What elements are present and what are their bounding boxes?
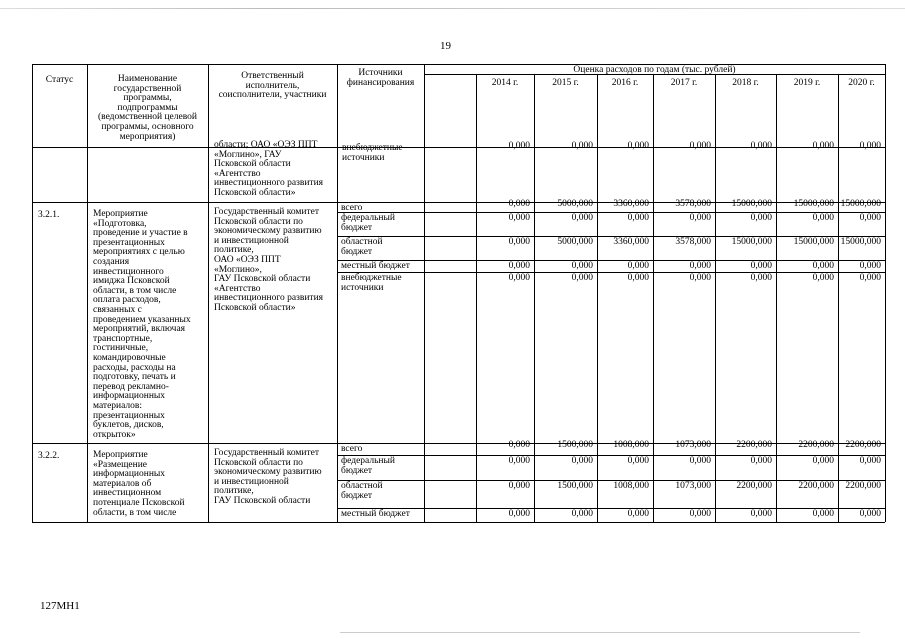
source-value: 0,000 (571, 456, 593, 466)
source-value: 0,000 (627, 261, 649, 271)
row-name: мероприятий, включая (93, 324, 186, 335)
source-value: 15000,000 (840, 237, 881, 247)
header-executor: исполнитель, (245, 80, 300, 91)
source-value: 0,000 (812, 456, 834, 466)
header-year: 2014 г. (491, 78, 519, 88)
table-rule (208, 64, 209, 522)
source-value: 0,000 (508, 509, 530, 519)
row-executor: политике, (214, 486, 254, 497)
table-rule (32, 64, 33, 522)
source-value: 0,000 (859, 213, 881, 223)
row-name: проведение и участие в (93, 228, 188, 239)
source-label: всего (341, 444, 363, 454)
cont-value: 0,000 (812, 141, 834, 151)
row-executor: экономическому развитию (214, 226, 322, 237)
source-value: 0,000 (627, 213, 649, 223)
source-label: всего (341, 203, 363, 213)
page-number: 19 (440, 40, 451, 52)
header-name: программы, основного (101, 122, 194, 132)
source-value: 0,000 (750, 273, 772, 283)
header-name: программы, (123, 93, 172, 104)
row-name: Мероприятие (93, 450, 148, 460)
header-name: государственной (113, 83, 182, 94)
source-value: 15000,000 (793, 199, 834, 209)
row-executor: и инвестиционной (214, 235, 289, 246)
header-year: 2016 г. (611, 78, 639, 88)
source-value: 15000,000 (731, 237, 772, 247)
source-value: 0,000 (627, 456, 649, 466)
source-value: 15000,000 (793, 237, 834, 247)
header-executor: соисполнители, участники (218, 90, 327, 101)
source-value: 0,000 (689, 509, 711, 519)
row-name: материалов об (93, 478, 152, 489)
source-value: 0,000 (689, 273, 711, 283)
row-name: подготовку, печать и (93, 372, 176, 383)
row-executor: экономическому развитию (214, 467, 322, 478)
row-name: гостиничные, (93, 343, 149, 354)
source-value: 0,000 (571, 261, 593, 271)
source-value: 0,000 (812, 261, 834, 271)
cont-executor: Псковской области (214, 159, 291, 170)
row-name: инвестиционного (93, 266, 164, 277)
row-executor: ГАУ Псковской области (214, 496, 311, 506)
source-value: 2200,000 (798, 481, 834, 491)
header-year: 2018 г. (732, 78, 759, 88)
footer-code: 127МН1 (40, 600, 80, 612)
cont-value: 0,000 (689, 141, 711, 151)
source-label: бюджет (341, 222, 373, 233)
header-executor: Ответственный (241, 71, 304, 81)
row-name: презентационных (93, 237, 165, 248)
row-name: имиджа Псковской (93, 276, 170, 287)
source-label: областной (341, 237, 383, 247)
header-name: (ведомственной целевой (97, 112, 197, 123)
cont-source: внебюджетные (342, 143, 403, 153)
row-executor: инвестиционного развития (214, 293, 324, 304)
row-status: 3.2.1. (38, 210, 60, 220)
source-value: 0,000 (750, 261, 772, 271)
source-value: 1008,000 (613, 440, 649, 450)
source-value: 2200,000 (845, 481, 881, 491)
cont-executor: Псковской области» (214, 188, 296, 198)
source-value: 5000,000 (557, 199, 593, 209)
source-value: 0,000 (508, 199, 530, 209)
header-name: Наименование (117, 74, 178, 84)
source-value: 1008,000 (613, 481, 649, 491)
row-name: области, в том числе (93, 507, 177, 518)
row-executor: ГАУ Псковской области (214, 274, 311, 285)
source-value: 0,000 (689, 456, 711, 466)
row-executor: и инвестиционной (214, 476, 289, 487)
header-source: финансирования (346, 77, 415, 88)
cont-source: источники (342, 152, 385, 163)
row-executor: Псковской области» (214, 303, 296, 313)
source-label: федеральный (341, 456, 395, 466)
cont-value: 0,000 (859, 141, 881, 151)
cont-value: 0,000 (508, 141, 530, 151)
row-name: оплата расходов, (93, 295, 161, 306)
row-name: «Размещение (93, 459, 148, 470)
row-executor: Псковской области по (214, 457, 303, 468)
row-name: материалов: (93, 401, 143, 411)
header-name: подпрограммы (117, 102, 178, 113)
cont-executor: «Моглино», ГАУ (214, 149, 282, 160)
row-name: потенциале Псковской (93, 498, 185, 508)
source-label: внебюджетные (341, 273, 402, 283)
cont-value: 0,000 (750, 141, 772, 151)
source-value: 0,000 (750, 456, 772, 466)
source-value: 3578,000 (675, 237, 711, 247)
row-executor: «Моглино», (214, 264, 262, 275)
source-value: 0,000 (689, 261, 711, 271)
table-rule (337, 64, 338, 522)
cont-value: 0,000 (627, 141, 649, 151)
source-value: 0,000 (571, 273, 593, 283)
cont-executor: области; ОАО «ОЭЗ ППТ (214, 140, 318, 150)
source-value: 0,000 (812, 273, 834, 283)
source-value: 0,000 (859, 509, 881, 519)
header-year: 2017 г. (670, 78, 698, 88)
source-value: 0,000 (689, 213, 711, 223)
cont-executor: инвестиционного развития (214, 178, 324, 189)
source-value: 1500,000 (557, 481, 593, 491)
scan-bottom-line (340, 632, 860, 633)
row-executor: Государственный комитет (214, 207, 320, 217)
header-status: Статус (45, 75, 74, 85)
source-value: 0,000 (571, 213, 593, 223)
table-rule (885, 64, 886, 522)
table-rule (424, 64, 425, 522)
source-value: 0,000 (859, 273, 881, 283)
cont-value: 0,000 (571, 141, 593, 151)
source-value: 0,000 (627, 509, 649, 519)
source-value: 5000,000 (557, 237, 593, 247)
header-name: мероприятия) (119, 131, 176, 142)
row-executor: Государственный комитет (214, 448, 320, 458)
row-executor: политике, (214, 245, 254, 256)
row-name: открыток» (93, 429, 136, 440)
source-value: 0,000 (812, 509, 834, 519)
row-name: мероприятиях с целью (93, 247, 185, 258)
row-name: командировочные (93, 353, 166, 363)
source-value: 3578,000 (675, 199, 711, 209)
source-value: 0,000 (508, 456, 530, 466)
row-executor: ОАО «ОЭЗ ППТ (214, 255, 281, 265)
table-rule (32, 522, 885, 523)
source-value: 2200,000 (736, 481, 772, 491)
row-name: буклетов, дисков, (93, 420, 164, 431)
source-value: 2200,000 (845, 440, 881, 450)
source-label: бюджет (341, 490, 373, 501)
source-value: 3360,000 (613, 199, 649, 209)
scan-top-line (0, 8, 905, 9)
source-value: 0,000 (508, 261, 530, 271)
row-status: 3.2.2. (38, 451, 60, 461)
row-name: связанных с (93, 305, 142, 315)
row-executor: «Агентство (214, 283, 261, 294)
row-name: транспортные, (93, 333, 153, 344)
row-name: презентационных (93, 410, 165, 421)
source-value: 0,000 (571, 509, 593, 519)
source-label: бюджет (341, 465, 373, 476)
source-value: 0,000 (627, 273, 649, 283)
source-label: источники (341, 282, 384, 293)
row-name: инвестиционном (93, 488, 162, 499)
row-name: Мероприятие (93, 209, 148, 219)
source-value: 0,000 (750, 213, 772, 223)
header-year: 2019 г. (793, 78, 821, 88)
source-value: 1500,000 (557, 440, 593, 450)
source-value: 0,000 (859, 261, 881, 271)
source-value: 15000,000 (840, 199, 881, 209)
cont-executor: «Агентство (214, 168, 261, 179)
header-source: Источники (358, 68, 403, 78)
source-value: 15000,000 (731, 199, 772, 209)
source-label: бюджет (341, 246, 373, 257)
source-value: 3360,000 (613, 237, 649, 247)
row-executor: Псковской области по (214, 216, 303, 227)
source-value: 0,000 (508, 213, 530, 223)
header-estimate: Оценка расходов по годам (тыс. рублей) (573, 64, 736, 75)
source-label: местный бюджет (341, 509, 410, 519)
row-name: расходы, расходы на (93, 362, 176, 373)
source-value: 0,000 (859, 456, 881, 466)
source-value: 1073,000 (675, 481, 711, 491)
source-value: 0,000 (750, 509, 772, 519)
row-name: «Подготовка, (93, 218, 147, 229)
source-label: областной (341, 481, 383, 491)
row-name: создания (93, 257, 130, 267)
source-value: 0,000 (812, 213, 834, 223)
row-name: информационных (93, 391, 166, 402)
header-year: 2020 г. (848, 78, 875, 88)
source-value: 2200,000 (798, 440, 834, 450)
source-value: 0,000 (508, 440, 530, 450)
row-name: перевод рекламно- (93, 381, 169, 392)
source-label: федеральный (341, 213, 395, 223)
source-value: 2200,000 (736, 440, 772, 450)
header-year: 2015 г. (552, 78, 579, 88)
source-label: местный бюджет (341, 261, 410, 271)
source-value: 0,000 (508, 481, 530, 491)
source-value: 0,000 (508, 273, 530, 283)
source-value: 1073,000 (675, 440, 711, 450)
row-name: области, в том числе (93, 285, 177, 296)
row-name: информационных (93, 469, 166, 480)
source-value: 0,000 (508, 237, 530, 247)
row-name: проведением указанных (93, 314, 191, 325)
